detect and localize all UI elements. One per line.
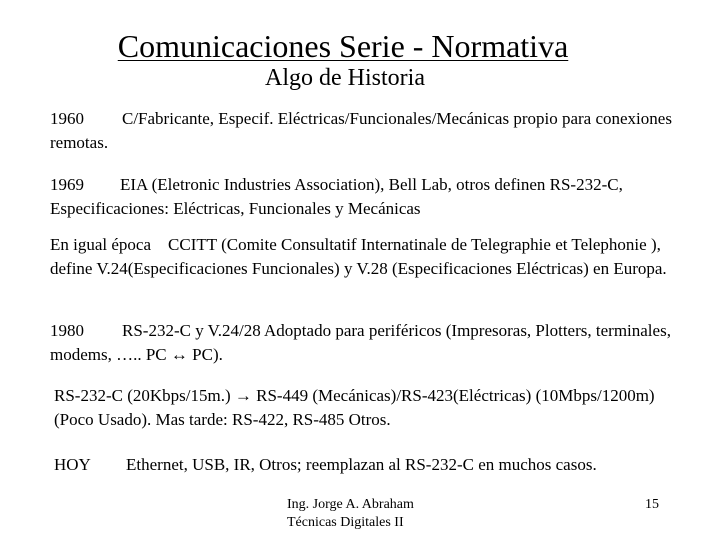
paragraph-rs-evolution [54, 384, 694, 432]
paragraph-text: CCITT (Comite Consultatif Internatinale de Telegraphie et Telephonie ), define V.24(Especificaciones Funcionales) y V.28 (Especificaciones Eléctricas) en Europa. [50, 235, 667, 278]
year-label: 1980 [50, 321, 84, 340]
year-label: 1969 [50, 175, 84, 194]
paragraph-text: RS-232-C (20Kbps/15m.) → RS-449 (Mecánicas)/RS-423(Eléctricas) (10Mbps/1200m) (Poco Usado). Mas tarde: RS-422, RS-485 Otros. [54, 386, 655, 429]
paragraph-text: RS-232-C y V.24/28 Adoptado para periféricos (Impresoras, Plotters, terminales, modems, ….. PC ↔ PC). [50, 321, 671, 364]
paragraph-1980 [50, 319, 690, 367]
author-name: Ing. Jorge A. Abraham [287, 497, 414, 512]
paragraph-igual-epoca [50, 233, 690, 281]
paragraph-1969 [50, 173, 690, 221]
page-number: 15 [645, 497, 659, 512]
year-label: HOY [54, 455, 91, 474]
paragraph-1960 [50, 107, 690, 155]
paragraph-text: C/Fabricante, Especif. Eléctricas/Funcionales/Mecánicas propio para conexiones remotas. [50, 109, 672, 152]
paragraph-text: EIA (Eletronic Industries Association), Bell Lab, otros definen RS-232-C, Especificaciones: Eléctricas, Funcionales y Mecánicas [50, 175, 623, 218]
lead-label: En igual época [50, 235, 152, 254]
course-name: Técnicas Digitales II [287, 515, 404, 530]
slide-subtitle: Algo de Historia [265, 65, 425, 91]
paragraph-text: Ethernet, USB, IR, Otros; reemplazan al RS-232-C en muchos casos. [126, 455, 597, 474]
slide-title: Comunicaciones Serie - Normativa [117, 28, 569, 64]
paragraph-hoy [54, 453, 694, 477]
year-label: 1960 [50, 109, 84, 128]
footer-author [287, 496, 414, 532]
